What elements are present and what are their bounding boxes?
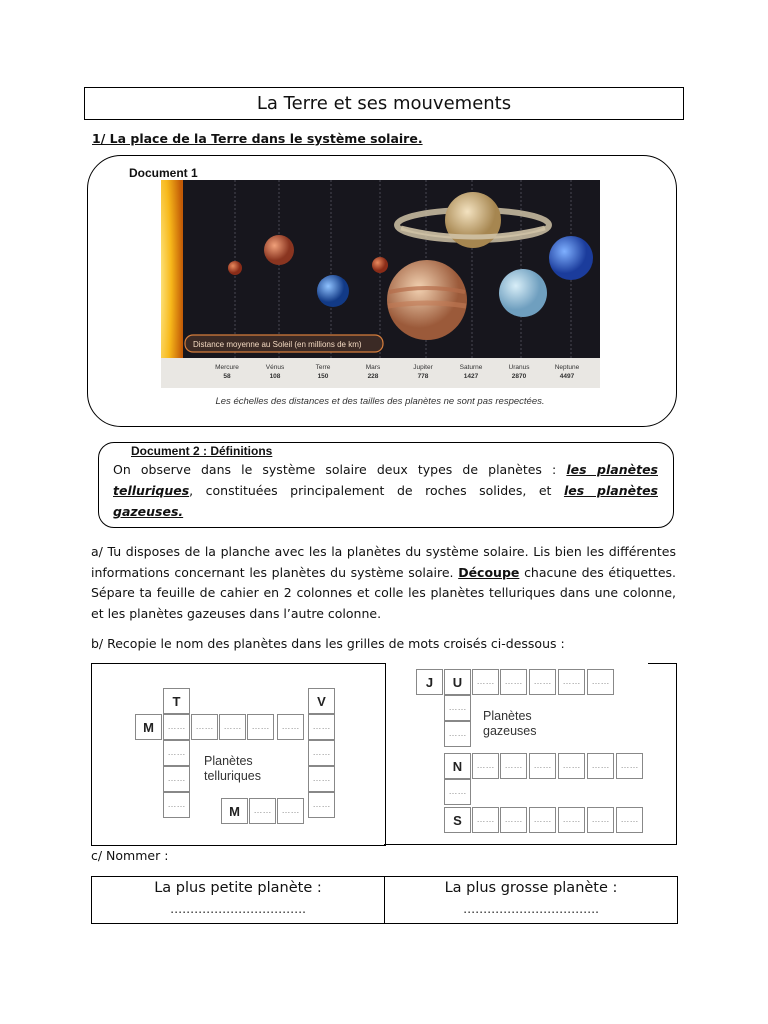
crossword-cell: …… xyxy=(472,807,499,833)
planet-distance-mars: 228 xyxy=(367,373,379,380)
crossword-cell: …… xyxy=(249,798,276,824)
document-1-caption: Les échelles des distances et des tailles des planètes ne sont pas respectées. xyxy=(215,396,545,407)
crossword-cell: …… xyxy=(277,714,304,740)
solar-system-illustration xyxy=(161,180,600,388)
crossword-cell: …… xyxy=(558,753,585,779)
crossword-cell: …… xyxy=(277,798,304,824)
jupiter-planet xyxy=(387,260,467,340)
answer-table xyxy=(91,876,678,924)
crossword-cell: …… xyxy=(247,714,274,740)
crossword-cell-letter: N xyxy=(444,753,471,779)
planet-distance-jupiter: 778 xyxy=(417,373,429,380)
crossword-cell: …… xyxy=(500,753,527,779)
crossword-cell: …… xyxy=(529,807,556,833)
crossword-cell: …… xyxy=(163,766,190,792)
telluric-label-line1: Planètes xyxy=(204,754,253,768)
definition-middle: , constituées principalement de roches solides, et xyxy=(189,483,564,498)
crossword-cell: …… xyxy=(587,753,614,779)
crossword-cell: …… xyxy=(616,753,643,779)
crossword-cell-letter: M xyxy=(135,714,162,740)
mars-planet xyxy=(372,257,388,273)
neptune-planet xyxy=(549,236,593,280)
planet-name-venus: Vénus xyxy=(265,364,285,371)
document-2-label: Document 2 : Définitions xyxy=(131,444,273,458)
crossword-cell: …… xyxy=(616,807,643,833)
crossword-telluric xyxy=(91,663,386,846)
crossword-cell: …… xyxy=(472,753,499,779)
crossword-cell: …… xyxy=(163,740,190,766)
mercury-planet xyxy=(228,261,242,275)
section-heading-1: 1/ La place de la Terre dans le système solaire. xyxy=(92,131,423,146)
crossword-cell: …… xyxy=(191,714,218,740)
earth-planet xyxy=(317,275,349,307)
planet-name-earth: Terre xyxy=(315,364,331,371)
crossword-cell: …… xyxy=(558,669,585,695)
planet-distance-mercury: 58 xyxy=(223,373,231,380)
smallest-planet-label: La plus petite planète : xyxy=(154,880,322,896)
instruction-b: b/ Recopie le nom des planètes dans les grilles de mots croisés ci-dessous : xyxy=(91,636,565,651)
term-telluric: les planètes telluriques xyxy=(113,462,658,498)
crossword-cell: …… xyxy=(500,807,527,833)
crossword-cell: …… xyxy=(558,807,585,833)
sun-shape xyxy=(161,180,183,388)
crossword-cell: …… xyxy=(587,807,614,833)
crossword-cell: …… xyxy=(444,779,471,805)
crossword-cell: …… xyxy=(308,740,335,766)
planet-distance-uranus: 2870 xyxy=(511,373,527,380)
crossword-cell-letter: V xyxy=(308,688,335,714)
crossword-cell: …… xyxy=(444,695,471,721)
crossword-cell-letter: T xyxy=(163,688,190,714)
crossword-cell: …… xyxy=(529,753,556,779)
crossword-cell: …… xyxy=(163,714,190,740)
term-gaseous: les planètes gazeuses. xyxy=(113,483,658,519)
uranus-planet xyxy=(499,269,547,317)
planet-name-neptune: Neptune xyxy=(554,364,580,371)
crossword-cell-letter: U xyxy=(444,669,471,695)
crossword-gaseous xyxy=(384,663,677,845)
instruction-a-keyword: Découpe xyxy=(458,564,520,580)
crossword-cell: …… xyxy=(219,714,246,740)
crossword-cell: …… xyxy=(529,669,556,695)
planet-distance-saturn: 1427 xyxy=(463,373,479,380)
instruction-c: c/ Nommer : xyxy=(91,848,169,863)
crossword-cell: …… xyxy=(308,766,335,792)
planet-name-mercury: Mercure xyxy=(215,364,239,371)
distance-banner-label: Distance moyenne au Soleil (en millions de km) xyxy=(193,340,362,349)
crossword-cell: …… xyxy=(472,669,499,695)
planet-name-saturn: Saturne xyxy=(459,364,483,371)
instruction-a-text2: chacune des étiquettes. Sépare ta feuille de cahier en 2 colonnes et colle les planètes telluriques dans une colonne, et les planètes gazeuses dans l’autre colonne. xyxy=(91,564,677,621)
crossword-cell: …… xyxy=(500,669,527,695)
document-2-text xyxy=(113,459,658,522)
crossword-cell-letter: S xyxy=(444,807,471,833)
gaseous-label-line2: gazeuses xyxy=(483,724,537,738)
planet-distance-neptune: 4497 xyxy=(559,373,575,380)
planet-name-jupiter: Jupiter xyxy=(413,364,433,371)
grid-divider xyxy=(648,663,677,664)
smallest-planet-cell xyxy=(92,877,384,923)
page-title: La Terre et ses mouvements xyxy=(84,87,684,120)
solar-system-image xyxy=(161,180,600,388)
planet-distance-venus: 108 xyxy=(269,373,281,380)
crossword-cell: …… xyxy=(163,792,190,818)
smallest-planet-answer[interactable]: ……………………………. xyxy=(170,902,306,916)
telluric-label-line2: telluriques xyxy=(204,769,261,783)
biggest-planet-cell xyxy=(384,877,677,923)
instruction-a xyxy=(91,542,676,624)
crossword-cell-letter: M xyxy=(221,798,248,824)
crossword-cell: …… xyxy=(308,714,335,740)
crossword-cell-letter: J xyxy=(416,669,443,695)
biggest-planet-answer[interactable]: ……………………………. xyxy=(463,902,599,916)
planet-distance-earth: 150 xyxy=(317,373,329,380)
instruction-a-text1: a/ Tu disposes de la planche avec les la planètes du système solaire. Lis bien les différentes informations concernant les planètes du système solaire. xyxy=(91,544,676,580)
definition-intro: On observe dans le système solaire deux types de planètes : xyxy=(113,462,567,477)
telluric-grid-label xyxy=(204,754,261,784)
crossword-cell: …… xyxy=(308,792,335,818)
crossword-cell: …… xyxy=(587,669,614,695)
venus-planet xyxy=(264,235,294,265)
document-1-label: Document 1 xyxy=(129,166,198,180)
crossword-cell: …… xyxy=(444,721,471,747)
gaseous-grid-label xyxy=(483,709,537,739)
biggest-planet-label: La plus grosse planète : xyxy=(444,880,618,896)
planet-name-uranus: Uranus xyxy=(508,364,530,371)
planet-name-mars: Mars xyxy=(365,364,381,371)
gaseous-label-line1: Planètes xyxy=(483,709,532,723)
